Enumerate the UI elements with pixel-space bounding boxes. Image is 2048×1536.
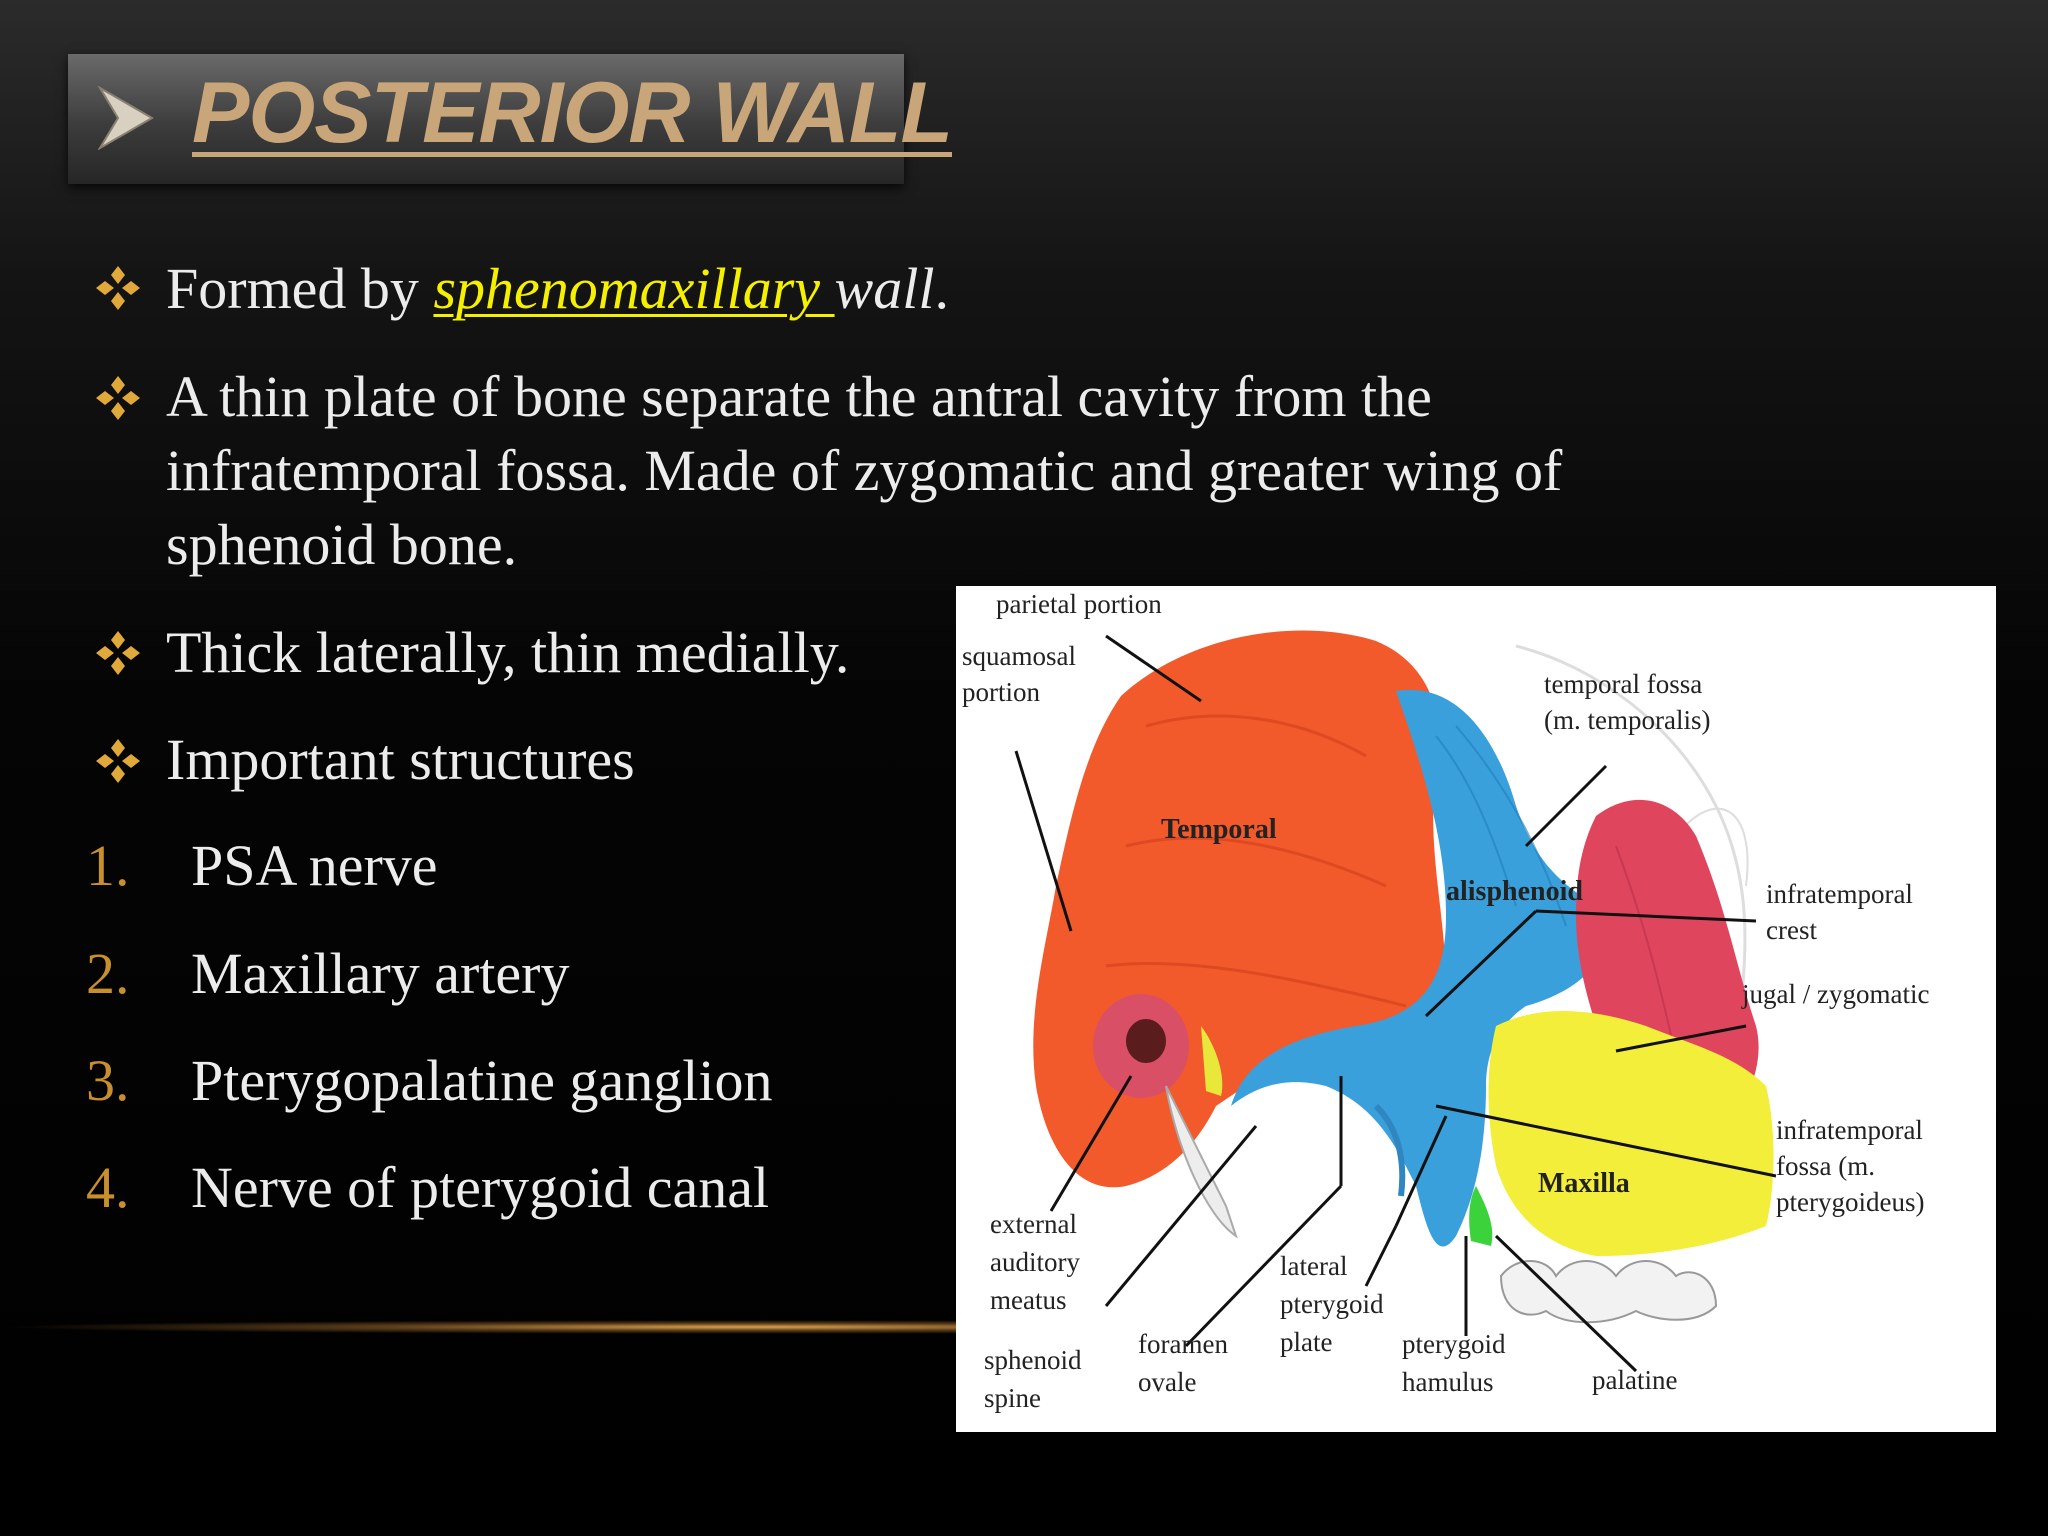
label-crest: crest <box>1766 915 1817 945</box>
label-external: external <box>990 1209 1077 1239</box>
label-squamosal-portion: portion <box>962 677 1040 707</box>
page-title: POSTERIOR WALL <box>192 65 952 161</box>
label-ovale: ovale <box>1138 1367 1197 1397</box>
label-squamosal: squamosal <box>962 641 1076 671</box>
diamond-bullet-icon <box>92 735 144 787</box>
label-alisphenoid: alisphenoid <box>1446 876 1583 907</box>
list-item-psa-nerve: PSA nerve <box>191 833 438 898</box>
arrow-bullet-icon <box>96 86 156 150</box>
label-infratemporal-crest: infratemporal <box>1766 879 1913 909</box>
bullet-thin-plate-line1: A thin plate of bone separate the antral cavity from the <box>166 364 1432 429</box>
list-number: 3. <box>86 1048 130 1113</box>
list-number: 4. <box>86 1155 130 1220</box>
label-maxilla: Maxilla <box>1538 1168 1630 1199</box>
label-plate: plate <box>1280 1327 1333 1357</box>
bullet-formed-by: Formed by sphenomaxillary wall. <box>166 256 949 321</box>
label-pterygoideus: pterygoideus) <box>1776 1187 1925 1217</box>
label-auditory: auditory <box>990 1247 1080 1277</box>
label-meatus: meatus <box>990 1285 1067 1315</box>
list-number: 2. <box>86 941 130 1006</box>
bullet-thin-plate-line2: infratemporal fossa. Made of zygomatic and greater wing of <box>166 438 1563 503</box>
list-item-pterygopalatine-ganglion: Pterygopalatine ganglion <box>191 1048 773 1113</box>
diamond-bullet-icon <box>92 262 144 314</box>
sphenomaxillary-link[interactable]: sphenomaxillary <box>433 256 835 321</box>
label-temporal-fossa: temporal fossa <box>1544 669 1703 699</box>
bullet-important-structures: Important structures <box>166 727 635 792</box>
diamond-bullet-icon <box>92 372 144 424</box>
label-lateral: lateral <box>1280 1251 1348 1281</box>
label-spine: spine <box>984 1383 1041 1413</box>
bullet-thin-plate-line3: sphenoid bone. <box>166 512 518 577</box>
label-fossa-m: fossa (m. <box>1776 1151 1875 1181</box>
label-foramen: foramen <box>1138 1329 1228 1359</box>
list-item-maxillary-artery: Maxillary artery <box>191 941 570 1006</box>
label-pterygoid-hamulus: pterygoid <box>1402 1329 1506 1359</box>
label-pterygoid: pterygoid <box>1280 1289 1384 1319</box>
palatine-region <box>1469 1186 1492 1246</box>
list-item-nerve-pterygoid-canal: Nerve of pterygoid canal <box>191 1155 770 1220</box>
list-number: 1. <box>86 833 130 898</box>
label-temporal: Temporal <box>1161 814 1277 845</box>
label-infratemporal-fossa: infratemporal <box>1776 1115 1923 1145</box>
label-sphenoid: sphenoid <box>984 1345 1082 1375</box>
label-hamulus: hamulus <box>1402 1367 1494 1397</box>
accent-glow-line <box>0 1320 1000 1334</box>
skull-diagram <box>956 586 1996 1432</box>
label-jugal-zygomatic: jugal / zygomatic <box>1742 979 1930 1009</box>
label-palatine: palatine <box>1592 1365 1678 1395</box>
diamond-bullet-icon <box>92 627 144 679</box>
label-temporalis: (m. temporalis) <box>1544 705 1711 735</box>
bullet-thick-laterally: Thick laterally, thin medially. <box>166 620 850 685</box>
label-parietal-portion: parietal portion <box>996 589 1162 619</box>
